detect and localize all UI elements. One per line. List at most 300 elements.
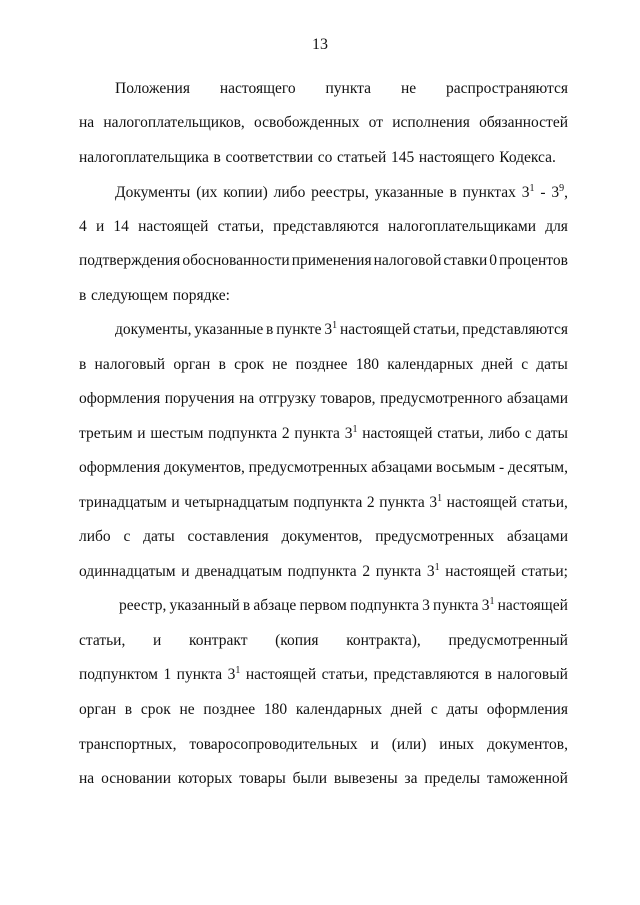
word [376, 562, 422, 582]
word [179, 700, 194, 720]
word-text: контракт [188, 632, 248, 649]
word [281, 527, 362, 547]
word-text: 145 [391, 149, 415, 166]
word-text: подпункта [293, 494, 363, 511]
word [184, 493, 288, 513]
word-text: и [95, 218, 105, 235]
word-text: подтверждения [79, 252, 181, 269]
word-text: от [368, 114, 383, 131]
word-text: даты [143, 528, 175, 545]
word [334, 769, 398, 789]
word [79, 735, 176, 755]
word-text: налогоплательщиками [388, 218, 536, 235]
word [79, 286, 86, 306]
word [177, 665, 223, 685]
text-line [79, 424, 568, 444]
text-line [79, 562, 568, 582]
word [356, 355, 379, 375]
word-text: документы, [115, 321, 192, 338]
word [485, 665, 492, 685]
word-text: пункта [294, 425, 340, 442]
word-text: за [404, 770, 418, 787]
word-text: (их [196, 184, 218, 201]
word-text: составления [187, 528, 269, 545]
word [91, 286, 168, 306]
superscript: 1 [529, 183, 535, 194]
word [275, 631, 318, 651]
word [350, 596, 419, 616]
word [113, 217, 129, 237]
text-line [79, 113, 568, 133]
word-text: Положения [115, 80, 190, 97]
word-text: порядке: [172, 287, 230, 304]
word [79, 251, 180, 271]
word-text: пункта [375, 563, 422, 580]
word [196, 183, 217, 203]
word-text: указанный [169, 597, 240, 614]
word-text: на [239, 390, 255, 407]
word-text: 4 [79, 218, 87, 235]
word-text: дней [390, 701, 423, 718]
word-text: товары [239, 770, 286, 787]
word-text: и [171, 494, 180, 511]
word-text: копии) [223, 184, 268, 201]
word [536, 355, 568, 375]
word-text: обязанностей [479, 114, 568, 131]
word [119, 596, 166, 616]
word [498, 596, 568, 616]
word [424, 769, 480, 789]
word [551, 183, 568, 203]
word [115, 183, 190, 203]
word-text: пункта [433, 597, 479, 614]
word-text: 3 [324, 321, 333, 338]
word [189, 631, 247, 651]
word [525, 424, 532, 444]
word-text: (копия [275, 632, 319, 649]
word-text: применения [291, 252, 372, 269]
word-text: 2 [362, 563, 371, 580]
word [79, 148, 209, 168]
word [422, 596, 430, 616]
word [194, 320, 263, 340]
word [391, 148, 414, 168]
word [272, 355, 287, 375]
word [170, 596, 240, 616]
word-text: исполнения [392, 114, 470, 131]
word-text: статьи, [437, 425, 484, 442]
word-text: 180 [263, 701, 288, 718]
word [264, 700, 287, 720]
superscript: 1 [235, 665, 241, 676]
word [239, 389, 254, 409]
word-text: иных [439, 736, 475, 753]
word-text: даты [446, 701, 479, 718]
word [299, 596, 346, 616]
word-text: Документы [115, 184, 191, 201]
word [276, 320, 321, 340]
word [374, 251, 442, 271]
text-line [79, 251, 568, 271]
word [318, 148, 333, 168]
word-text: даты [536, 425, 568, 442]
word-text: транспортных, [79, 736, 177, 753]
text-line [79, 458, 568, 478]
text-line [79, 527, 568, 547]
word-text: в [266, 321, 274, 338]
word-text: подпунктом [79, 666, 158, 683]
word [536, 424, 568, 444]
word-text: предусмотренных [248, 459, 368, 476]
word [433, 596, 479, 616]
text-line [115, 320, 568, 340]
word-text: 3 [551, 184, 560, 201]
word-text: 3 [426, 563, 435, 580]
word [507, 389, 568, 409]
word-text: 3 [429, 494, 438, 511]
word [522, 183, 535, 203]
word [375, 527, 494, 547]
word [362, 424, 432, 444]
word [447, 493, 517, 513]
word [326, 79, 372, 99]
word [288, 562, 357, 582]
word [379, 493, 425, 513]
word-text: статьей [337, 149, 387, 166]
text-line [79, 217, 568, 237]
word-text: обоснованности [182, 252, 290, 269]
word [296, 700, 382, 720]
word-text: восьмым [436, 459, 496, 476]
word-text: на [79, 770, 95, 787]
word-text: в [79, 287, 87, 304]
word [479, 113, 568, 133]
word-text: освобожденных [254, 114, 360, 131]
word-text: следующем [90, 287, 169, 304]
word-text: представляются [373, 666, 480, 683]
word [445, 562, 515, 582]
page-number: 13 [312, 36, 328, 53]
word-text: и [137, 425, 146, 442]
word-text: позднее [203, 701, 256, 718]
word-text: 3 [521, 184, 530, 201]
word-text: ставки [443, 252, 488, 269]
word [419, 148, 495, 168]
word [282, 424, 290, 444]
word [521, 355, 528, 375]
superscript: 1 [489, 596, 495, 607]
word-text: в [449, 184, 457, 201]
word-text: - [499, 459, 505, 476]
word-text: календарных [387, 356, 474, 373]
word [214, 148, 221, 168]
word [497, 665, 568, 685]
word-text: (или) [391, 736, 427, 753]
word [95, 355, 166, 375]
word [223, 183, 268, 203]
word-text: статьи, [413, 321, 460, 338]
word-text: подпункта [208, 425, 278, 442]
word [487, 769, 568, 789]
word [367, 493, 375, 513]
word-text: настоящей [339, 321, 411, 338]
word-text: абзаце [253, 597, 297, 614]
word [150, 424, 203, 444]
word-text: 2 [366, 494, 375, 511]
word [79, 458, 160, 478]
word [443, 251, 487, 271]
word-text: отгрузку [258, 390, 316, 407]
word-text: товаросопроводительных [189, 736, 358, 753]
word-text: тринадцатым [79, 494, 167, 511]
word [243, 596, 250, 616]
word-text: пункта [379, 494, 425, 511]
word [482, 355, 513, 375]
word [401, 79, 416, 99]
word [321, 389, 376, 409]
word [488, 424, 520, 444]
word [388, 217, 536, 237]
word-text: с [524, 425, 532, 442]
word-text: оформления [486, 701, 568, 718]
word [189, 735, 357, 755]
word-text: не [272, 356, 288, 373]
word [171, 493, 179, 513]
word-text: 2 [281, 425, 290, 442]
word [79, 493, 167, 513]
word [165, 389, 235, 409]
word-text: оформления [79, 459, 161, 476]
word-text: с [430, 701, 438, 718]
word-text: настоящей [362, 425, 433, 442]
word [79, 631, 125, 651]
word-text: позднее [295, 356, 348, 373]
word [79, 527, 111, 547]
word [115, 320, 192, 340]
word [540, 183, 545, 203]
word [405, 769, 418, 789]
word [228, 665, 241, 685]
word [173, 286, 230, 306]
word-text: документов, [163, 459, 245, 476]
word [143, 527, 175, 547]
word-text: налогоплательщика [79, 149, 209, 166]
word-text: в [218, 356, 226, 373]
word-text: первом [299, 597, 347, 614]
text-line [79, 700, 568, 720]
word-text: на [79, 114, 95, 131]
word [182, 251, 289, 271]
word-text: вывезены [333, 770, 398, 787]
word [79, 217, 87, 237]
word [79, 700, 116, 720]
word [292, 251, 372, 271]
word-text: 3 [481, 597, 490, 614]
word [446, 79, 568, 99]
word [125, 700, 132, 720]
word [499, 148, 556, 168]
text-line [115, 183, 568, 203]
word [324, 320, 337, 340]
word [181, 562, 189, 582]
word-text: 0 [489, 252, 498, 269]
word-text: реестр, [119, 597, 167, 614]
word [482, 596, 495, 616]
word [448, 631, 567, 651]
word [429, 493, 442, 513]
text-line [79, 769, 568, 789]
word [195, 562, 282, 582]
word-text: - [540, 184, 546, 201]
word [101, 769, 171, 789]
text-line [79, 286, 568, 306]
word-text: статьи, [521, 494, 568, 511]
word-text: пункта [176, 666, 223, 683]
word [337, 148, 386, 168]
word [462, 320, 568, 340]
word-text: которых [177, 770, 233, 787]
word [427, 562, 440, 582]
text-line [79, 665, 568, 685]
word [392, 735, 427, 755]
superscript: 1 [434, 562, 440, 573]
word [208, 424, 277, 444]
word-text: 3 [344, 425, 353, 442]
text-line [79, 631, 568, 651]
word [79, 665, 158, 685]
word-text: в [213, 149, 221, 166]
word-text: оформления [79, 390, 161, 407]
word [266, 320, 273, 340]
word [254, 113, 359, 133]
word-text: с [123, 528, 131, 545]
word [79, 769, 94, 789]
text-line [79, 355, 568, 375]
word [507, 527, 568, 547]
word-text: не [179, 701, 195, 718]
word-text: с [521, 356, 529, 373]
text-line [79, 493, 568, 513]
word-text: таможенной [486, 770, 568, 787]
word [246, 665, 316, 685]
word [499, 251, 568, 271]
word-text: контракта), [346, 632, 421, 649]
word [79, 424, 133, 444]
word [371, 458, 432, 478]
word-text: орган [173, 356, 211, 373]
word-text: налогоплательщиков, [103, 114, 245, 131]
word-text: статьи, [79, 632, 126, 649]
word-text: даты [536, 356, 568, 373]
word [137, 424, 145, 444]
word-text: календарных [295, 701, 383, 718]
word [508, 458, 568, 478]
word-text: третьим [79, 425, 133, 442]
word-text: в [124, 701, 133, 718]
word-text: пределы [424, 770, 481, 787]
text-line [119, 596, 568, 616]
superscript: 9 [559, 183, 565, 194]
word [449, 183, 456, 203]
word-text: со [317, 149, 333, 166]
word [138, 217, 208, 237]
word [79, 562, 176, 582]
word-text: документов, [486, 736, 568, 753]
word [371, 735, 379, 755]
word-text: десятым, [507, 459, 568, 476]
word-text: в [79, 356, 87, 373]
superscript: 1 [332, 320, 338, 331]
word-text: указанные [194, 321, 264, 338]
word [322, 665, 368, 685]
superscript: 1 [352, 424, 358, 435]
word-text: 3 [422, 597, 430, 614]
word [79, 389, 160, 409]
word [487, 700, 568, 720]
word-text: и [181, 563, 190, 580]
word-text: в [242, 597, 251, 614]
word-text: предусмотренных [375, 528, 495, 545]
word-text: одиннадцатым [79, 563, 176, 580]
word [164, 458, 245, 478]
word-text: процентов [499, 252, 568, 269]
word-text: орган [79, 701, 117, 718]
word [178, 769, 233, 789]
word [226, 148, 314, 168]
word-text: настоящей [497, 597, 568, 614]
word-text: четырнадцатым [184, 494, 289, 511]
word-text: для [545, 218, 568, 235]
word [79, 113, 94, 133]
word-text: пункте [276, 321, 322, 338]
word [115, 79, 190, 99]
word-text: настоящей [138, 218, 209, 235]
word [79, 355, 86, 375]
word-text: Кодекса. [499, 149, 556, 166]
word [375, 183, 444, 203]
word-text: предусмотренного [380, 390, 503, 407]
word-text: срок [140, 701, 171, 718]
word-text: 3 [227, 666, 236, 683]
word-text: были [292, 770, 327, 787]
word-text: статьи; [521, 563, 568, 580]
word [234, 355, 264, 375]
word-text: либо [488, 425, 521, 442]
word-text: срок [234, 356, 265, 373]
word-text: подпункта [350, 597, 419, 614]
word-text: либо [79, 528, 111, 545]
text-line [79, 389, 568, 409]
word [293, 493, 362, 513]
word [103, 113, 244, 133]
word-text: подпункта [287, 563, 357, 580]
word-text: настоящей [446, 494, 517, 511]
word [96, 217, 104, 237]
superscript: 1 [437, 493, 443, 504]
word-text: предусмотренный [448, 632, 568, 649]
word-text: указанные [374, 184, 444, 201]
word [380, 389, 502, 409]
word-text: представляются [273, 218, 379, 235]
word-text: в [484, 666, 492, 683]
word-text: настоящего [418, 149, 495, 166]
word-text: и [370, 736, 379, 753]
word [446, 700, 478, 720]
word [219, 355, 226, 375]
word-text: шестым [150, 425, 204, 442]
word [346, 631, 421, 651]
word [340, 320, 410, 340]
